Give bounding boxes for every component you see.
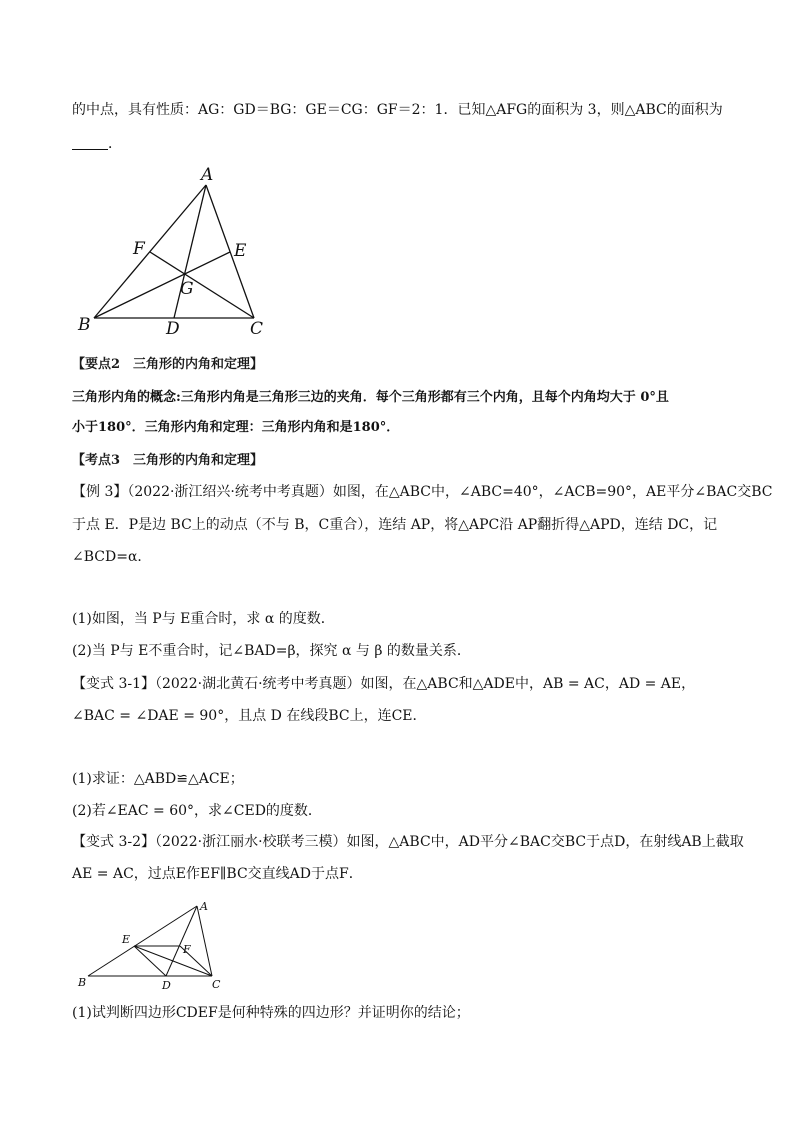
segment-ed	[134, 946, 166, 976]
question-item: (1)如图，当 P与 E重合时，求 α 的度数．	[72, 611, 335, 627]
text-line: ∠BCD=α．	[72, 549, 152, 565]
segment-ab	[88, 906, 197, 976]
section-heading: 【要点2 三角形的内角和定理】	[72, 357, 264, 372]
answer-blank	[72, 135, 108, 150]
label-C: C	[212, 978, 221, 991]
answer-blank-line	[72, 134, 734, 154]
text-line: 【例 3】（2022·浙江绍兴·统考中考真题）如图，在△ABC中，∠ABC=40°，∠ACB=90°，AE平分∠BAC交BC	[72, 484, 773, 500]
label-A: A	[201, 165, 214, 185]
label-F: F	[133, 239, 145, 259]
question-item: (1)求证：△ABD≌△ACE；	[72, 771, 244, 787]
label-D: D	[162, 979, 171, 992]
text-line: 于点 E．P是边 BC上的动点（不与 B，C重合），连结 AP，将△APC沿 AP翻折得△APD，连结 DC，记	[72, 517, 718, 533]
label-A: A	[200, 900, 208, 913]
label-E: E	[122, 933, 131, 946]
segment-ac	[197, 906, 212, 976]
text-period: ．	[108, 136, 122, 152]
median-be	[94, 252, 230, 318]
section-heading: 【考点3 三角形的内角和定理】	[72, 453, 264, 468]
label-B: B	[78, 976, 87, 989]
question-item: (2)当 P与 E不重合时，记∠BAD=β，探究 α 与 β 的数量关系．	[72, 643, 471, 659]
text-line: AE = AC，过点E作EF∥BC交直线AD于点F．	[72, 866, 363, 882]
figure-triangle-medians	[70, 160, 280, 340]
label-D: D	[166, 319, 180, 339]
segment-ac	[206, 185, 254, 318]
label-B: B	[78, 315, 91, 335]
question-item: (2)若∠EAC = 60°，求∠CED的度数．	[72, 803, 322, 819]
segment-ec	[134, 946, 212, 976]
label-G: G	[180, 279, 194, 299]
text-line: 【变式 3-1】（2022·湖北黄石·统考中考真题）如图，在△ABC和△ADE中，AB = AC，AD = AE，	[72, 676, 696, 692]
text-line: 【变式 3-2】（2022·浙江丽水·校联考三模）如图，△ABC中，AD平分∠BAC交BC于点D，在射线AB上截取	[72, 834, 744, 850]
text-line: ∠BAC = ∠DAE = 90°，且点 D 在线段BC上，连CE．	[72, 708, 427, 724]
label-E: E	[234, 241, 247, 261]
text-line: 小于180°．三角形内角和定理：三角形内角和是180°．	[72, 420, 400, 435]
figure-quadrilateral	[72, 890, 242, 1000]
question-item: (1)试判断四边形CDEF是何种特殊的四边形？并证明你的结论；	[72, 1005, 470, 1021]
text-line: 的中点，具有性质：AG：GD＝BG：GE＝CG：GF＝2：1．已知△AFG的面积为 3，则△ABC的面积为	[72, 102, 723, 118]
label-C: C	[250, 319, 264, 339]
text-line: 三角形内角的概念:三角形内角是三角形三边的夹角．每个三角形都有三个内角，且每个内角均大于 0°且	[72, 390, 669, 405]
median-cf	[150, 252, 254, 318]
label-F: F	[183, 943, 191, 956]
